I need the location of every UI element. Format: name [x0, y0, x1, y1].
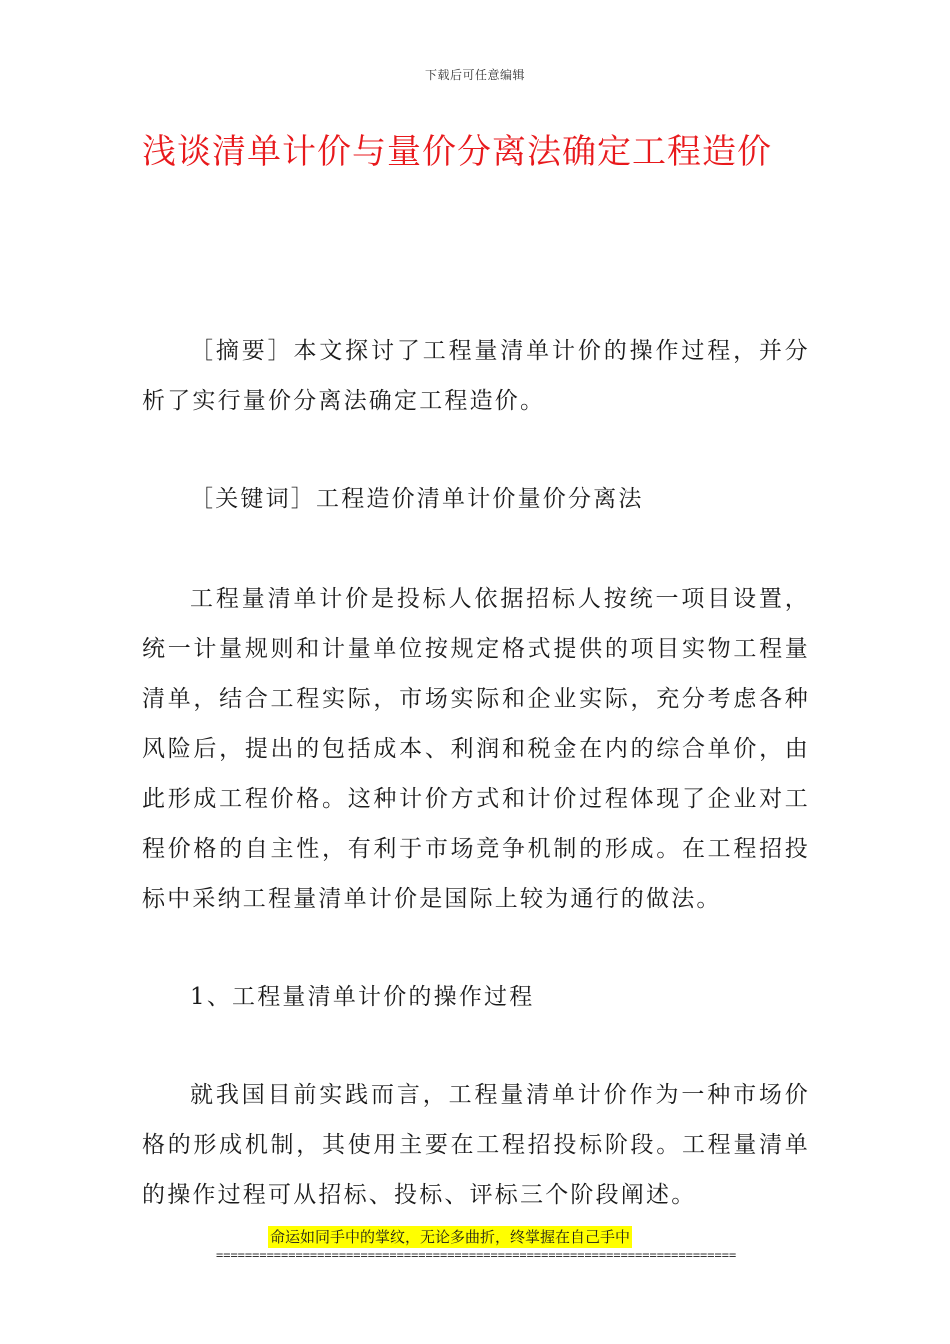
practice-paragraph: 就我国目前实践而言，工程量清单计价作为一种市场价格的形成机制，其使用主要在工程招投标阶段。工程量清单的操作过程可从招标、投标、评标三个阶段阐述。 — [142, 1082, 810, 1208]
header-note: 下载后可任意编辑 — [424, 68, 525, 82]
abstract-paragraph: ［摘要］本文探讨了工程量清单计价的操作过程，并分析了实行量价分离法确定工程造价。 — [142, 338, 810, 414]
footer-motto: 命运如同手中的掌纹，无论多曲折，终掌握在自己手中 — [270, 1228, 631, 1246]
keywords-paragraph: ［关键词］工程造价清单计价量价分离法 — [190, 486, 644, 512]
document-title: 浅谈清单计价与量价分离法确定工程造价 — [142, 132, 772, 172]
intro-paragraph: 工程量清单计价是投标人依据招标人按统一项目设置，统一计量规则和计量单位按规定格式提供的项目实物工程量清单，结合工程实际，市场实际和企业实际，充分考虑各种风险后，提出的包括成本、利润和税金在内的综合单价，由此形成工程价格。这种计价方式和计价过程体现了企业对工程价格的自主性，有利于市场竞争机制的形成。在工程招投标中采纳工程量清单计价是国际上较为通行的做法。 — [142, 586, 810, 912]
section-heading-1: 1、工程量清单计价的操作过程 — [190, 984, 535, 1010]
footer-divider: ======================================================================== — [216, 1248, 737, 1262]
